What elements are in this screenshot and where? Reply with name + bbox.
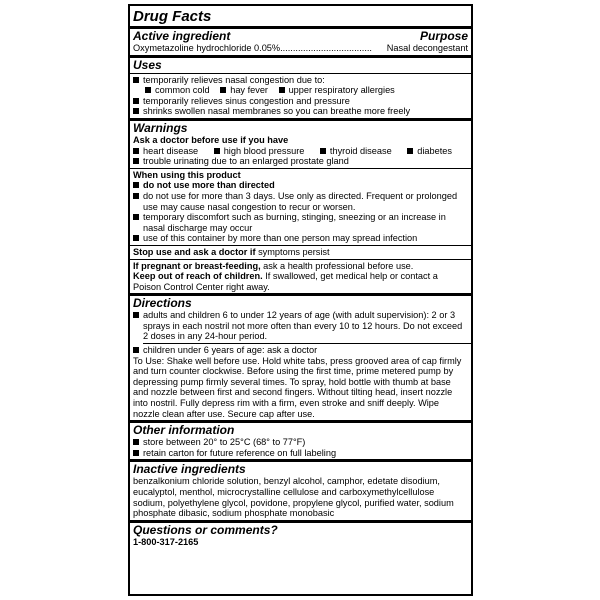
bullet-square-icon: [133, 193, 139, 199]
conditions-list: [133, 146, 468, 157]
when-using-item: do not use for more than 3 days. Use only as directed. Frequent or prolonged use may cause nasal congestion to recur or worsen.: [133, 191, 468, 212]
uses-sub-item: upper respiratory allergies: [279, 85, 395, 96]
condition-item: thyroid disease: [320, 146, 392, 157]
uses-sub-item: hay fever: [220, 85, 268, 96]
uses-sub-list: [133, 85, 468, 96]
bullet-square-icon: [220, 87, 226, 93]
pregnant-line: If pregnant or breast-feeding, ask a health professional before use.: [133, 260, 414, 271]
divider: [130, 259, 471, 260]
when-using-heading: When using this product: [133, 169, 241, 180]
active-heading: Active ingredient: [133, 29, 231, 43]
when-using-item: temporary discomfort such as burning, stinging, sneezing or an increase in nasal discharge may occur: [133, 212, 468, 233]
dot-leader: ....................................: [280, 43, 372, 53]
uses-heading: Uses: [133, 57, 162, 72]
uses-sub-item: common cold: [145, 85, 210, 96]
keep-out-line: Keep out of reach of children. If swallowed, get medical help or contact a Poison Control Center right away.: [133, 271, 438, 292]
warnings-heading: Warnings: [133, 120, 188, 135]
phone-number: 1-800-317-2165: [133, 536, 199, 547]
ask-doctor-heading: Ask a doctor before use if you have: [133, 134, 289, 145]
uses-item: shrinks swollen nasal membranes so you can breathe more freely: [133, 106, 468, 117]
other-info-item: retain carton for future reference on full labeling: [133, 448, 468, 459]
bullet-square-icon: [133, 182, 139, 188]
uses-item: temporarily relieves nasal congestion due to:: [133, 75, 468, 86]
bullet-square-icon: [133, 98, 139, 104]
bullet-square-icon: [133, 439, 139, 445]
bullet-square-icon: [133, 312, 139, 318]
condition-item: heart disease: [133, 146, 198, 157]
when-using-item: use of this container by more than one person may spread infection: [133, 233, 468, 244]
bullet-square-icon: [133, 77, 139, 83]
stop-use-line: Stop use and ask a doctor if symptoms persist: [133, 246, 330, 257]
drug-facts-label: [128, 4, 473, 596]
bullet-square-icon: [133, 214, 139, 220]
bullet-square-icon: [407, 148, 413, 154]
to-use-text: To Use: Shake well before use. Hold white tabs, press grooved area of cap firmly and turn counter clockwise. Before using the first time, prime metered pump by depressing pump firmly several times. To spray, hold bottle with thumb at base and nozzle between first and second fingers. Without tilting head, insert nozzle into nostril. Fully depress rim with a firm, even stroke and sniff deeply. Wipe nozzle clean after use. Secure cap after use.: [133, 355, 462, 419]
bullet-square-icon: [133, 108, 139, 114]
directions-item: adults and children 6 to under 12 years of age (with adult supervision): 2 or 3 sprays in each nostril not more often than every 10 to 12 hours. Do not exceed 2 doses in any 24-hour period.: [133, 310, 468, 342]
divider: [130, 168, 471, 169]
directions-item: children under 6 years of age: ask a doctor: [133, 345, 468, 356]
bullet-square-icon: [133, 235, 139, 241]
divider: [130, 55, 471, 58]
purpose-heading: Purpose: [419, 29, 468, 43]
active-ingredient-row: [133, 43, 468, 54]
divider: [130, 73, 471, 74]
questions-heading: Questions or comments?: [133, 522, 278, 537]
bullet-square-icon: [145, 87, 151, 93]
bullet-square-icon: [133, 450, 139, 456]
divider: [143, 343, 471, 344]
active-ingredient: Oxymetazoline hydrochloride 0.05%: [133, 43, 281, 53]
other-info-item: store between 20° to 25°C (68° to 77°F): [133, 437, 468, 448]
inactive-heading: Inactive ingredients: [133, 462, 246, 477]
divider: [130, 245, 471, 246]
bullet-square-icon: [320, 148, 326, 154]
inactive-text: benzalkonium chloride solution, benzyl alcohol, camphor, edetate disodium, eucalyptol, menthol, microcrystalline cellulose and carboxymethylcellulose sodium, polyethylene glycol, povidone, propylene glycol, purified water, sodium phosphate dibasic, sodium phosphate monobasic: [133, 476, 454, 519]
bullet-square-icon: [279, 87, 285, 93]
bullet-square-icon: [133, 148, 139, 154]
condition-item: high blood pressure: [214, 146, 305, 157]
directions-heading: Directions: [133, 296, 192, 311]
other-info-heading: Other information: [133, 423, 235, 438]
bullet-square-icon: [214, 148, 220, 154]
active-header-row: [133, 30, 468, 43]
bullet-square-icon: [133, 347, 139, 353]
label-title: Drug Facts: [133, 8, 212, 25]
purpose-text: Nasal decongestant: [386, 43, 468, 53]
bullet-square-icon: [133, 158, 139, 164]
condition-item: trouble urinating due to an enlarged prostate gland: [133, 156, 468, 167]
uses-item: temporarily relieves sinus congestion and pressure: [133, 96, 468, 107]
when-using-item: do not use more than directed: [133, 180, 468, 191]
condition-item: diabetes: [407, 146, 452, 157]
